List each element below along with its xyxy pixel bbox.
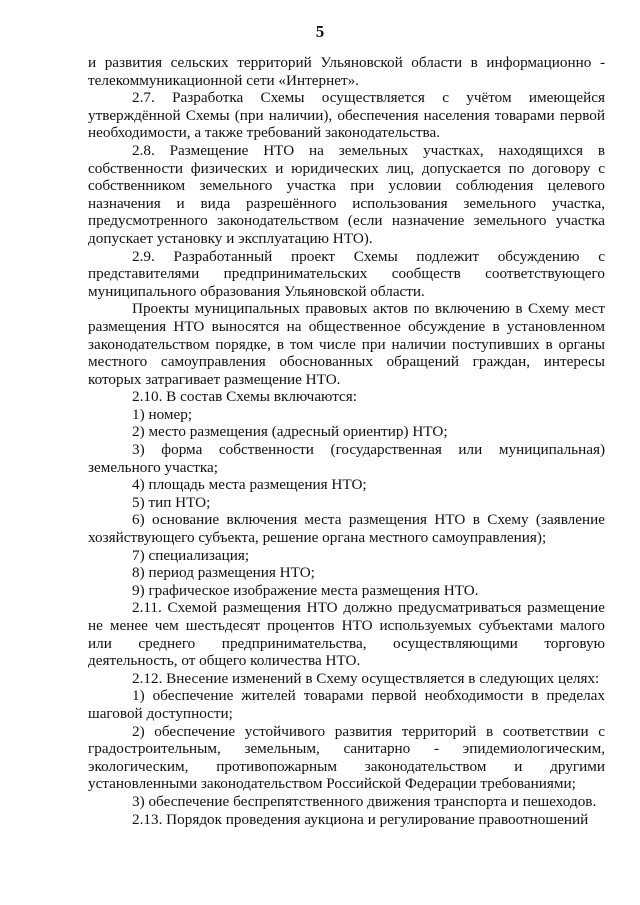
list-item: 6) основание включения места размещения НТО в Схему (заявление хозяйствующего субъекта, решение органа местного самоуправления); [88, 511, 605, 547]
list-item: 3) обеспечение беспрепятственного движения транспорта и пешеходов. [132, 792, 597, 810]
paragraph-2-13: 2.13. Порядок проведения аукциона и регулирование правоотношений [132, 810, 589, 828]
paragraph-projects: Проекты муниципальных правовых актов по включению в Схему мест размещения НТО выносятся на общественное обсуждение в установленном законодательством порядке, в том числе при наличии поступивших в органы местного самоуправления обоснованных обращений граждан, интересы которых затрагивает размещение НТО. [88, 300, 605, 388]
list-item: 2) место размещения (адресный ориентир) НТО; [132, 423, 448, 441]
list-item: 4) площадь места размещения НТО; [132, 476, 367, 494]
paragraph-2-10: 2.10. В состав Схемы включаются: [132, 388, 357, 406]
page-number: 5 [315, 22, 325, 41]
list-item: 3) форма собственности (государственная или муниципальная) земельного участка; [88, 441, 605, 476]
list-item: 8) период размещения НТО; [132, 564, 315, 582]
list-item: 9) графическое изображение места размещения НТО. [132, 581, 479, 599]
document-body [88, 54, 605, 828]
paragraph-2-9: 2.9. Разработанный проект Схемы подлежит обсуждению с представителями предпринимательских сообществ соответствующего муниципального образования Ульяновской области. [88, 247, 605, 300]
paragraph-continuation: и развития сельских территорий Ульяновской области в информационно - телекоммуникационной сети «Интернет». [88, 54, 605, 89]
list-item: 5) тип НТО; [132, 493, 211, 511]
list-item: 7) специализация; [132, 546, 250, 564]
paragraph-2-11: 2.11. Схемой размещения НТО должно предусматриваться размещение не менее чем шестьдесят процентов НТО используемых субъектами малого или среднего предпринимательства, осуществляющими торговую деятельность, от общего количества НТО. [88, 599, 605, 670]
paragraph-2-12: 2.12. Внесение изменений в Схему осуществляется в следующих целях: [132, 669, 600, 687]
list-item: 1) номер; [132, 405, 193, 423]
paragraph-2-8: 2.8. Размещение НТО на земельных участках, находящихся в собственности физических и юридических лиц, допускается по договору с собственником земельного участка при условии соблюдения целевого назначения и вида разрешённого использования земельного участка, предусмотренного законодательством (если назначение земельного участка допускает установку и эксплуатацию НТО). [88, 141, 605, 247]
paragraph-2-7: 2.7. Разработка Схемы осуществляется с учётом имеющейся утверждённой Схемы (при наличии), обеспечения населения товарами первой необходимости, а также требований законодательства. [88, 89, 605, 142]
list-item: 1) обеспечение жителей товарами первой необходимости в пределах шаговой доступности; [88, 687, 605, 722]
list-item: 2) обеспечение устойчивого развития территорий в соответствии с градостроительным, земельным, санитарно - эпидемиологическим, экологическим, противопожарным законодательством и другими установленными законодательством Российской Федерации требованиями; [88, 722, 605, 793]
